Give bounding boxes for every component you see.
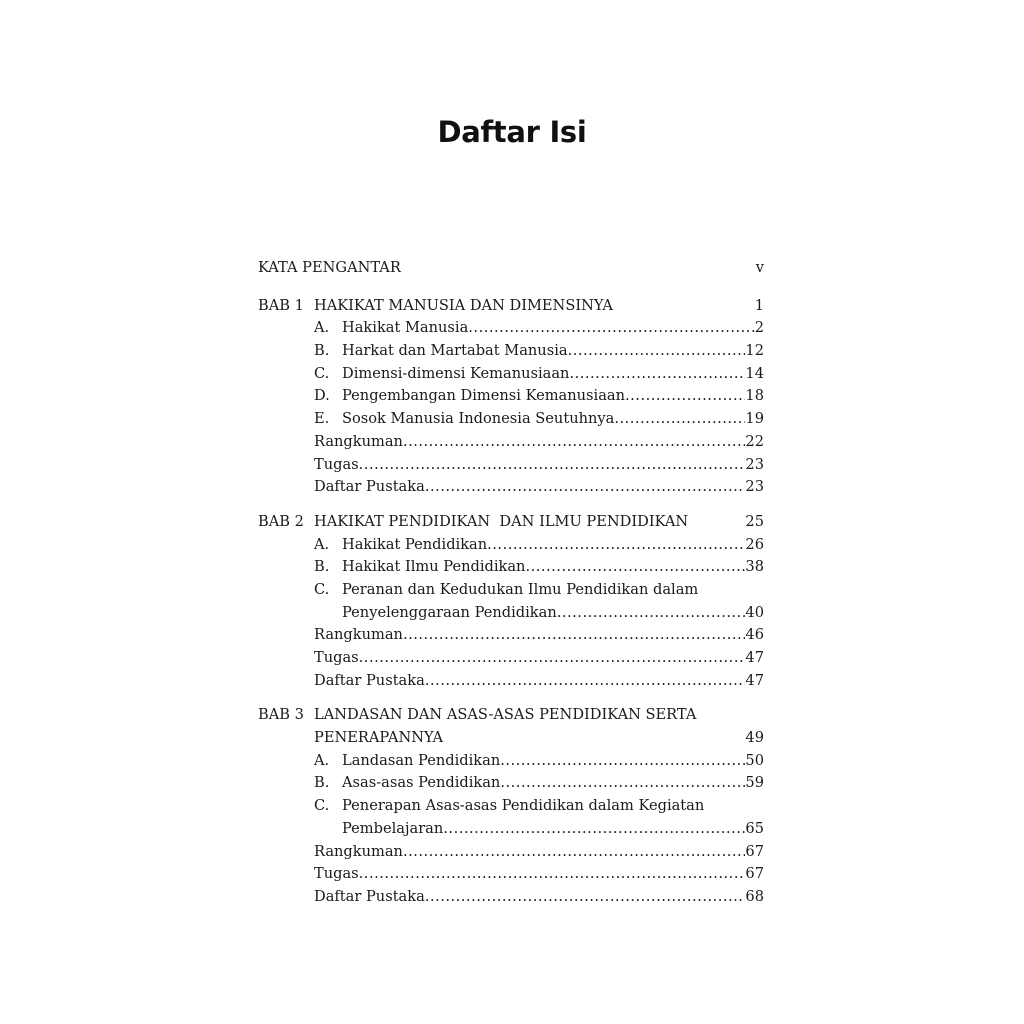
toc-entry-continuation [258, 602, 764, 625]
dot-leader [359, 863, 746, 886]
toc-entry-rangkuman [258, 841, 764, 864]
page-number: 50 [745, 751, 764, 769]
page-number: 40 [745, 603, 764, 621]
toc-entry-tugas [258, 454, 764, 477]
entry-title: Sosok Manusia Indonesia Seutuhnya [342, 410, 615, 428]
page-number: 49 [745, 729, 764, 747]
entry-title-continued: Pembelajaran [342, 819, 444, 837]
toc-entry-daftar-pustaka [258, 476, 764, 499]
entry-letter: A. [314, 535, 330, 553]
entry-title: Tugas [314, 455, 359, 473]
entry-title: Pengembangan Dimensi Kemanusiaan [342, 387, 626, 405]
entry-title: Hakikat Ilmu Pendidikan [342, 558, 526, 576]
entry-title: Rangkuman [314, 842, 403, 860]
dot-leader [443, 818, 745, 841]
toc-entry [258, 556, 764, 579]
page-number: 23 [745, 478, 764, 496]
entry-title: Daftar Pustaka [314, 887, 425, 905]
entry-title: Daftar Pustaka [314, 671, 425, 689]
chapter-heading [258, 295, 764, 318]
dot-leader [359, 454, 746, 477]
page-number: 19 [745, 410, 764, 428]
toc-entry-rangkuman [258, 624, 764, 647]
chapter-heading [258, 704, 764, 727]
entry-letter: A. [314, 319, 330, 337]
page-number: 68 [745, 887, 764, 905]
entry-title: Tugas [314, 649, 359, 666]
entry-title: Peranan dan Kedudukan Ilmu Pendidikan dalam [342, 580, 699, 598]
page-number: 59 [745, 774, 764, 792]
chapter-3 [258, 704, 764, 908]
chapter-title: HAKIKAT PENDIDIKAN DAN ILMU PENDIDIKAN [314, 512, 689, 530]
entry-letter: E. [314, 410, 330, 428]
entry-letter: A. [314, 751, 330, 769]
entry-letter: B. [314, 558, 330, 576]
chapter-number: BAB 1 [258, 296, 304, 314]
entry-title: Tugas [314, 865, 359, 883]
toc-entry-rangkuman [258, 431, 764, 454]
page-number: 1 [754, 296, 764, 314]
page-number: 22 [745, 432, 764, 450]
page-number: 26 [745, 535, 764, 553]
dot-leader [425, 476, 746, 499]
dot-leader [557, 602, 746, 625]
toc-entry [258, 408, 764, 431]
entry-title: Penerapan Asas-asas Pendidikan dalam Kegiatan [342, 797, 705, 815]
page-number: 67 [745, 842, 764, 860]
toc-entry [258, 363, 764, 386]
entry-title: Daftar Pustaka [314, 478, 425, 496]
entry-title-continued: Penyelenggaraan Pendidikan [342, 603, 557, 621]
page-number: 23 [745, 455, 764, 473]
dot-leader [525, 556, 745, 579]
toc-entry-daftar-pustaka [258, 670, 764, 693]
chapter-number: BAB 3 [258, 706, 304, 724]
toc-front-matter [258, 257, 764, 280]
dot-leader [500, 750, 745, 773]
toc-entry [258, 795, 764, 818]
page-number: 2 [754, 319, 764, 337]
page-number: v [755, 259, 764, 276]
page-number: 46 [745, 626, 764, 644]
table-of-contents [258, 257, 764, 909]
entry-title: Rangkuman [314, 626, 403, 644]
dot-leader [403, 624, 745, 647]
dot-leader [500, 772, 745, 795]
toc-entry-continuation [258, 818, 764, 841]
toc-entry [258, 750, 764, 773]
chapter-title: LANDASAN DAN ASAS-ASAS PENDIDIKAN SERTA [314, 706, 697, 724]
page-number: 65 [745, 819, 764, 837]
chapter-heading-continuation [258, 727, 764, 750]
entry-title: Dimensi-dimensi Kemanusiaan [342, 364, 570, 382]
chapter-title-continued: PENERAPANNYA [314, 729, 444, 747]
entry-title: Harkat dan Martabat Manusia [342, 342, 568, 360]
entry-title: Asas-asas Pendidikan [342, 774, 501, 792]
toc-entry-daftar-pustaka [258, 886, 764, 909]
chapter-2 [258, 511, 764, 693]
dot-leader [359, 647, 746, 670]
chapter-heading [258, 511, 764, 534]
front-matter-label: KATA PENGANTAR [258, 259, 401, 276]
toc-entry [258, 579, 764, 602]
page-number: 18 [745, 387, 764, 405]
entry-letter: B. [314, 342, 330, 360]
toc-entry-tugas [258, 863, 764, 886]
chapter-number: BAB 2 [258, 512, 304, 530]
toc-entry [258, 534, 764, 557]
toc-entry [258, 317, 764, 340]
dot-leader [403, 431, 745, 454]
entry-title: Hakikat Manusia [342, 319, 469, 337]
page-number: 47 [745, 649, 764, 666]
toc-entry-tugas [258, 647, 764, 670]
dot-leader [425, 886, 746, 909]
entry-letter: B. [314, 774, 330, 792]
entry-letter: C. [314, 580, 330, 598]
dot-leader [569, 363, 745, 386]
toc-entry [258, 385, 764, 408]
page-number: 12 [745, 342, 764, 360]
entry-letter: D. [314, 387, 330, 405]
page-number: 47 [745, 671, 764, 689]
entry-letter: C. [314, 797, 330, 815]
dot-leader [403, 841, 745, 864]
toc-entry [258, 772, 764, 795]
entry-title: Rangkuman [314, 432, 403, 450]
toc-entry [258, 340, 764, 363]
dot-leader [625, 385, 745, 408]
entry-title: Landasan Pendidikan [342, 751, 501, 769]
chapter-1 [258, 295, 764, 499]
page-number: 25 [745, 512, 764, 530]
page-number: 14 [745, 364, 764, 382]
page-title: Daftar Isi [437, 115, 587, 149]
page-number: 38 [745, 558, 764, 576]
dot-leader [425, 670, 746, 693]
entry-title: Hakikat Pendidikan [342, 535, 488, 553]
entry-letter: C. [314, 364, 330, 382]
dot-leader [614, 408, 745, 431]
page-number: 67 [745, 865, 764, 883]
dot-leader [568, 340, 746, 363]
chapter-title: HAKIKAT MANUSIA DAN DIMENSINYA [314, 296, 613, 314]
dot-leader [487, 534, 745, 557]
dot-leader [468, 317, 754, 340]
